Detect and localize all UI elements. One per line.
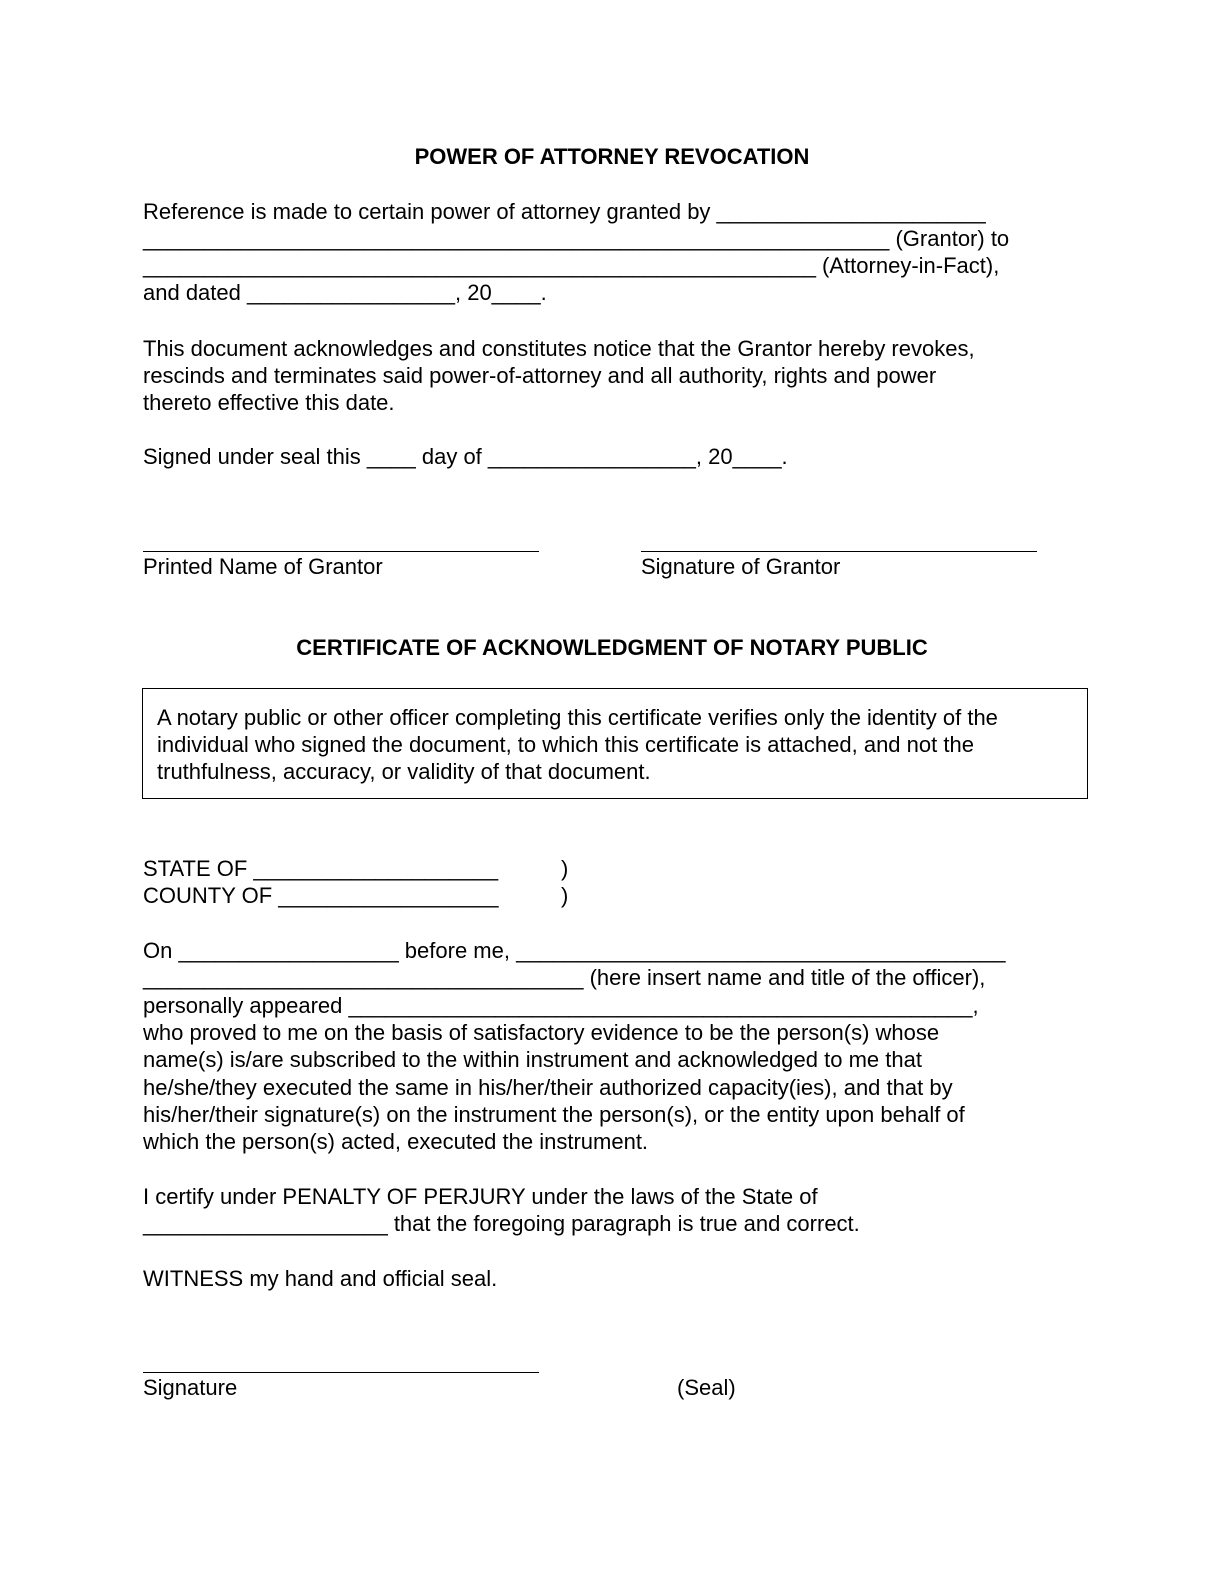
document-title: POWER OF ATTORNEY REVOCATION (414, 144, 810, 169)
perjury-line-1: I certify under PENALTY OF PERJURY under the laws of the State of (143, 1184, 818, 1209)
state-of-field: STATE OF ____________________ (143, 856, 499, 881)
ack-line-8: which the person(s) acted, executed the instrument. (143, 1129, 649, 1154)
certificate-notice-line-1: A notary public or other officer completing this certificate verifies only the identity of the (157, 705, 998, 730)
county-of-field: COUNTY OF __________________ (143, 883, 499, 908)
seal-label: (Seal) (677, 1375, 736, 1400)
reference-line-4: and dated _________________, 20____. (143, 280, 547, 305)
reference-line-2: _____________________________________________________________ (Grantor) to (143, 226, 1010, 251)
printed-name-line (143, 551, 539, 552)
county-paren: ) (561, 883, 569, 908)
reference-line-3: _______________________________________________________ (Attorney-in-Fact), (143, 253, 1000, 278)
notice-line-1: This document acknowledges and constitutes notice that the Grantor hereby revokes, (143, 336, 975, 361)
ack-line-1: On __________________ before me, ________________________________________ (143, 938, 1006, 963)
ack-line-6: he/she/they executed the same in his/her/their authorized capacity(ies), and that by (143, 1075, 953, 1100)
printed-name-label: Printed Name of Grantor (143, 554, 383, 579)
ack-line-4: who proved to me on the basis of satisfactory evidence to be the person(s) whose (143, 1020, 940, 1045)
perjury-line-2: ____________________ that the foregoing paragraph is true and correct. (143, 1211, 860, 1236)
ack-line-2: ____________________________________ (here insert name and title of the officer), (143, 965, 986, 990)
signed-under-seal: Signed under seal this ____ day of _________________, 20____. (143, 444, 788, 469)
signature-of-grantor-label: Signature of Grantor (641, 554, 841, 579)
notary-signature-label: Signature (143, 1375, 238, 1400)
certificate-notice-line-2: individual who signed the document, to which this certificate is attached, and not the (157, 732, 974, 757)
reference-line-1: Reference is made to certain power of attorney granted by ______________________ (143, 199, 986, 224)
notary-signature-line (143, 1372, 539, 1373)
ack-line-5: name(s) is/are subscribed to the within instrument and acknowledged to me that (143, 1047, 922, 1072)
certificate-notice-line-3: truthfulness, accuracy, or validity of that document. (157, 759, 651, 784)
certificate-title: CERTIFICATE OF ACKNOWLEDGMENT OF NOTARY PUBLIC (296, 635, 928, 660)
state-paren: ) (561, 856, 569, 881)
witness-statement: WITNESS my hand and official seal. (143, 1266, 498, 1291)
ack-line-3: personally appeared ___________________________________________________, (143, 993, 979, 1018)
certificate-notice-box (142, 688, 1088, 799)
signature-line (641, 551, 1037, 552)
notice-line-3: thereto effective this date. (143, 390, 395, 415)
ack-line-7: his/her/their signature(s) on the instrument the person(s), or the entity upon behalf of (143, 1102, 965, 1127)
notice-line-2: rescinds and terminates said power-of-attorney and all authority, rights and power (143, 363, 937, 388)
